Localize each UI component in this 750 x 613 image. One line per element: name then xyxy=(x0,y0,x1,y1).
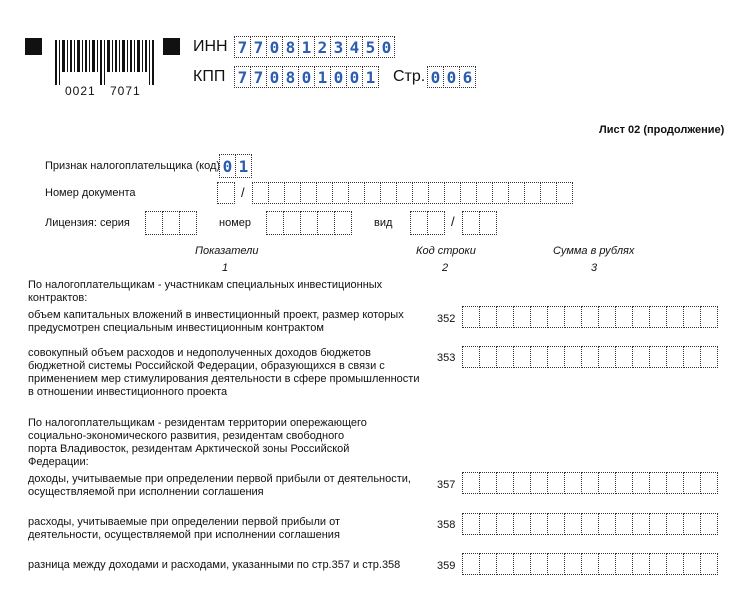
row-358-code: 358 xyxy=(437,519,456,531)
row-359-text: разница между доходами и расходами, указанными по стр.357 и стр.358 xyxy=(28,559,401,571)
row-359-sum-field-cell[interactable] xyxy=(547,553,565,575)
lic-type-b-cell[interactable] xyxy=(479,211,497,235)
barcode-number-left: 0021 xyxy=(65,84,96,98)
license-type-label: вид xyxy=(374,217,393,229)
column-number-3: 3 xyxy=(591,262,598,274)
row-359-sum-field-cell[interactable] xyxy=(564,553,582,575)
lic-series-cell[interactable] xyxy=(162,211,180,235)
row-352-code: 352 xyxy=(437,313,456,325)
kpp-cell[interactable]: 0 xyxy=(266,66,283,88)
row-358-sum-field-cell[interactable] xyxy=(683,513,701,535)
inn-field[interactable] xyxy=(234,36,394,58)
kpp-cell[interactable]: 0 xyxy=(298,66,315,88)
column-number-2: 2 xyxy=(442,262,449,274)
row-359-sum-field-cell[interactable] xyxy=(700,553,718,575)
row-353-sum-field-cell[interactable] xyxy=(666,346,684,368)
row-359-sum-field[interactable] xyxy=(462,553,717,575)
row-358-sum-field-cell[interactable] xyxy=(513,513,531,535)
row-357-sum-field-cell[interactable] xyxy=(462,472,480,494)
doc-cell[interactable] xyxy=(524,182,541,204)
row-359-sum-field-cell[interactable] xyxy=(581,553,599,575)
inn-cell[interactable]: 0 xyxy=(378,36,395,58)
row-352-text: объем капитальных вложений в инвестиционный проект, размер которых предусмотрен специальным инвестиционным контрактом xyxy=(28,309,404,334)
section-1-title: По налогоплательщикам - участникам специальных инвестиционных контрактов: xyxy=(28,279,383,304)
row-357-sum-field-cell[interactable] xyxy=(683,472,701,494)
column-header-sum: Сумма в рублях xyxy=(553,245,635,257)
row-352-sum-field-cell[interactable] xyxy=(530,306,548,328)
kpp-cell[interactable]: 0 xyxy=(330,66,347,88)
row-353-sum-field-cell[interactable] xyxy=(462,346,480,368)
row-352-sum-field-cell[interactable] xyxy=(496,306,514,328)
doc-cell[interactable] xyxy=(428,182,445,204)
row-358-sum-field-cell[interactable] xyxy=(462,513,480,535)
row-353-sum-field-cell[interactable] xyxy=(581,346,599,368)
inn-cell[interactable]: 4 xyxy=(346,36,363,58)
row-358-sum-field-cell[interactable] xyxy=(598,513,616,535)
row-353-sum-field-cell[interactable] xyxy=(564,346,582,368)
row-353-sum-field-cell[interactable] xyxy=(513,346,531,368)
doc-cell[interactable] xyxy=(540,182,557,204)
document-number-field[interactable] xyxy=(252,182,572,204)
row-352-sum-field-cell[interactable] xyxy=(598,306,616,328)
row-353-sum-field-cell[interactable] xyxy=(547,346,565,368)
row-357-code: 357 xyxy=(437,479,456,491)
lic-number-cell[interactable] xyxy=(300,211,318,235)
row-352-sum-field[interactable] xyxy=(462,306,717,328)
row-359-sum-field-cell[interactable] xyxy=(615,553,633,575)
license-series-field[interactable] xyxy=(145,211,196,235)
row-352-sum-field-cell[interactable] xyxy=(649,306,667,328)
row-357-sum-field-cell[interactable] xyxy=(615,472,633,494)
doc-cell[interactable] xyxy=(252,182,269,204)
row-357-sum-field-cell[interactable] xyxy=(530,472,548,494)
section-2-title: По налогоплательщикам - резидентам территории опережающего социально-экономического развития, резидентам свободного порта Владивосток, резидентам Арктической зоны Российской Федерации: xyxy=(28,417,367,468)
doc-cell[interactable] xyxy=(556,182,573,204)
sign-cell[interactable]: 0 xyxy=(219,154,236,178)
doc-cell[interactable] xyxy=(364,182,381,204)
row-359-sum-field-cell[interactable] xyxy=(632,553,650,575)
row-352-sum-field-cell[interactable] xyxy=(666,306,684,328)
document-number-prefix-field[interactable] xyxy=(217,182,234,204)
row-359-sum-field-cell[interactable] xyxy=(530,553,548,575)
row-358-sum-field-cell[interactable] xyxy=(530,513,548,535)
row-353-sum-field-cell[interactable] xyxy=(632,346,650,368)
inn-label: ИНН xyxy=(193,38,228,55)
row-357-sum-field-cell[interactable] xyxy=(666,472,684,494)
row-352-sum-field-cell[interactable] xyxy=(581,306,599,328)
row-357-sum-field-cell[interactable] xyxy=(564,472,582,494)
row-353-sum-field-cell[interactable] xyxy=(649,346,667,368)
page-number-field[interactable] xyxy=(427,66,475,88)
row-352-sum-field-cell[interactable] xyxy=(615,306,633,328)
row-358-sum-field-cell[interactable] xyxy=(581,513,599,535)
row-358-sum-field-cell[interactable] xyxy=(615,513,633,535)
corner-marker-right xyxy=(163,38,180,55)
lic-series-cell[interactable] xyxy=(145,211,163,235)
kpp-cell[interactable]: 1 xyxy=(362,66,379,88)
sign-cell[interactable]: 1 xyxy=(235,154,252,178)
doc-cell[interactable] xyxy=(460,182,477,204)
kpp-cell[interactable]: 8 xyxy=(282,66,299,88)
row-357-sum-field-cell[interactable] xyxy=(598,472,616,494)
doc-cell[interactable] xyxy=(316,182,333,204)
row-352-sum-field-cell[interactable] xyxy=(513,306,531,328)
doc-cell[interactable] xyxy=(284,182,301,204)
doc-cell[interactable] xyxy=(348,182,365,204)
row-358-sum-field-cell[interactable] xyxy=(496,513,514,535)
row-353-sum-field-cell[interactable] xyxy=(598,346,616,368)
row-358-sum-field-cell[interactable] xyxy=(649,513,667,535)
sheet-title: Лист 02 (продолжение) xyxy=(599,124,725,136)
row-358-sum-field[interactable] xyxy=(462,513,717,535)
row-357-sum-field[interactable] xyxy=(462,472,717,494)
doc-cell[interactable] xyxy=(300,182,317,204)
row-353-sum-field-cell[interactable] xyxy=(700,346,718,368)
doc-cell[interactable] xyxy=(508,182,525,204)
row-353-sum-field[interactable] xyxy=(462,346,717,368)
page-cell[interactable]: 0 xyxy=(443,66,460,88)
license-type-field-b[interactable] xyxy=(462,211,496,235)
lic-number-cell[interactable] xyxy=(266,211,284,235)
corner-marker-left xyxy=(25,38,42,55)
doc-cell[interactable] xyxy=(476,182,493,204)
license-type-separator: / xyxy=(451,214,455,229)
row-359-sum-field-cell[interactable] xyxy=(598,553,616,575)
column-header-line-code: Код строки xyxy=(416,245,476,257)
row-357-sum-field-cell[interactable] xyxy=(496,472,514,494)
inn-cell[interactable]: 7 xyxy=(234,36,251,58)
row-352-sum-field-cell[interactable] xyxy=(564,306,582,328)
doc-cell[interactable] xyxy=(396,182,413,204)
inn-cell[interactable]: 1 xyxy=(298,36,315,58)
lic-series-cell[interactable] xyxy=(179,211,197,235)
row-359-sum-field-cell[interactable] xyxy=(666,553,684,575)
kpp-cell[interactable]: 7 xyxy=(234,66,251,88)
row-357-sum-field-cell[interactable] xyxy=(479,472,497,494)
document-number-separator: / xyxy=(241,185,245,200)
row-353-sum-field-cell[interactable] xyxy=(496,346,514,368)
row-357-sum-field-cell[interactable] xyxy=(649,472,667,494)
taxpayer-sign-label: Признак налогоплательщика (код) xyxy=(45,160,221,172)
row-357-text: доходы, учитываемые при определении первой прибыли от деятельности, осуществляемой при исполнении соглашения xyxy=(28,473,411,498)
row-358-sum-field-cell[interactable] xyxy=(666,513,684,535)
license-number-label: номер xyxy=(219,217,251,229)
row-358-sum-field-cell[interactable] xyxy=(479,513,497,535)
barcode xyxy=(55,40,155,85)
doc-cell[interactable] xyxy=(268,182,285,204)
license-series-label: Лицензия: серия xyxy=(45,217,130,229)
license-type-field-a[interactable] xyxy=(410,211,444,235)
row-358-sum-field-cell[interactable] xyxy=(700,513,718,535)
row-352-sum-field-cell[interactable] xyxy=(632,306,650,328)
row-359-sum-field-cell[interactable] xyxy=(649,553,667,575)
row-359-code: 359 xyxy=(437,560,456,572)
page-cell[interactable]: 6 xyxy=(459,66,476,88)
row-359-sum-field-cell[interactable] xyxy=(496,553,514,575)
row-353-text: совокупный объем расходов и недополученных доходов бюджетов бюджетной системы Российской Федерации, образующихся в связи с применением мер стимулирования деятельности в сфере промышленности в отношении инвестиционного проекта xyxy=(28,347,420,398)
row-357-sum-field-cell[interactable] xyxy=(547,472,565,494)
row-357-sum-field-cell[interactable] xyxy=(581,472,599,494)
row-357-sum-field-cell[interactable] xyxy=(700,472,718,494)
doc-cell[interactable] xyxy=(492,182,509,204)
row-357-sum-field-cell[interactable] xyxy=(513,472,531,494)
column-header-indicators: Показатели xyxy=(195,245,259,257)
lic-number-cell[interactable] xyxy=(317,211,335,235)
barcode-number-right: 7071 xyxy=(110,84,141,98)
row-358-sum-field-cell[interactable] xyxy=(564,513,582,535)
lic-number-cell[interactable] xyxy=(283,211,301,235)
inn-cell[interactable]: 3 xyxy=(330,36,347,58)
row-353-sum-field-cell[interactable] xyxy=(683,346,701,368)
doc-cell[interactable] xyxy=(412,182,429,204)
row-357-sum-field-cell[interactable] xyxy=(632,472,650,494)
doc-prefix-cell[interactable] xyxy=(217,182,235,204)
row-352-sum-field-cell[interactable] xyxy=(547,306,565,328)
lic-number-cell[interactable] xyxy=(334,211,352,235)
page-cell[interactable]: 0 xyxy=(427,66,444,88)
row-359-sum-field-cell[interactable] xyxy=(513,553,531,575)
inn-cell[interactable]: 0 xyxy=(266,36,283,58)
kpp-cell[interactable]: 1 xyxy=(314,66,331,88)
doc-cell[interactable] xyxy=(444,182,461,204)
row-353-code: 353 xyxy=(437,352,456,364)
row-353-sum-field-cell[interactable] xyxy=(530,346,548,368)
row-359-sum-field-cell[interactable] xyxy=(683,553,701,575)
row-353-sum-field-cell[interactable] xyxy=(479,346,497,368)
inn-cell[interactable]: 2 xyxy=(314,36,331,58)
row-352-sum-field-cell[interactable] xyxy=(479,306,497,328)
lic-type-b-cell[interactable] xyxy=(462,211,480,235)
license-number-field[interactable] xyxy=(266,211,351,235)
inn-cell[interactable]: 7 xyxy=(250,36,267,58)
doc-cell[interactable] xyxy=(380,182,397,204)
inn-cell[interactable]: 5 xyxy=(362,36,379,58)
row-359-sum-field-cell[interactable] xyxy=(479,553,497,575)
row-352-sum-field-cell[interactable] xyxy=(683,306,701,328)
lic-type-a-cell[interactable] xyxy=(410,211,428,235)
kpp-cell[interactable]: 7 xyxy=(250,66,267,88)
taxpayer-sign-field[interactable] xyxy=(219,154,251,178)
document-number-label: Номер документа xyxy=(45,187,136,199)
lic-type-a-cell[interactable] xyxy=(427,211,445,235)
row-358-sum-field-cell[interactable] xyxy=(632,513,650,535)
row-359-sum-field-cell[interactable] xyxy=(462,553,480,575)
page-label: Стр. xyxy=(393,68,426,85)
doc-cell[interactable] xyxy=(332,182,349,204)
kpp-field[interactable] xyxy=(234,66,378,88)
row-358-sum-field-cell[interactable] xyxy=(547,513,565,535)
row-352-sum-field-cell[interactable] xyxy=(462,306,480,328)
kpp-label: КПП xyxy=(193,68,226,85)
kpp-cell[interactable]: 0 xyxy=(346,66,363,88)
row-352-sum-field-cell[interactable] xyxy=(700,306,718,328)
column-number-1: 1 xyxy=(222,262,229,274)
row-358-text: расходы, учитываемые при определении первой прибыли от деятельности, осуществляемой при исполнении соглашения xyxy=(28,516,341,541)
row-353-sum-field-cell[interactable] xyxy=(615,346,633,368)
inn-cell[interactable]: 8 xyxy=(282,36,299,58)
